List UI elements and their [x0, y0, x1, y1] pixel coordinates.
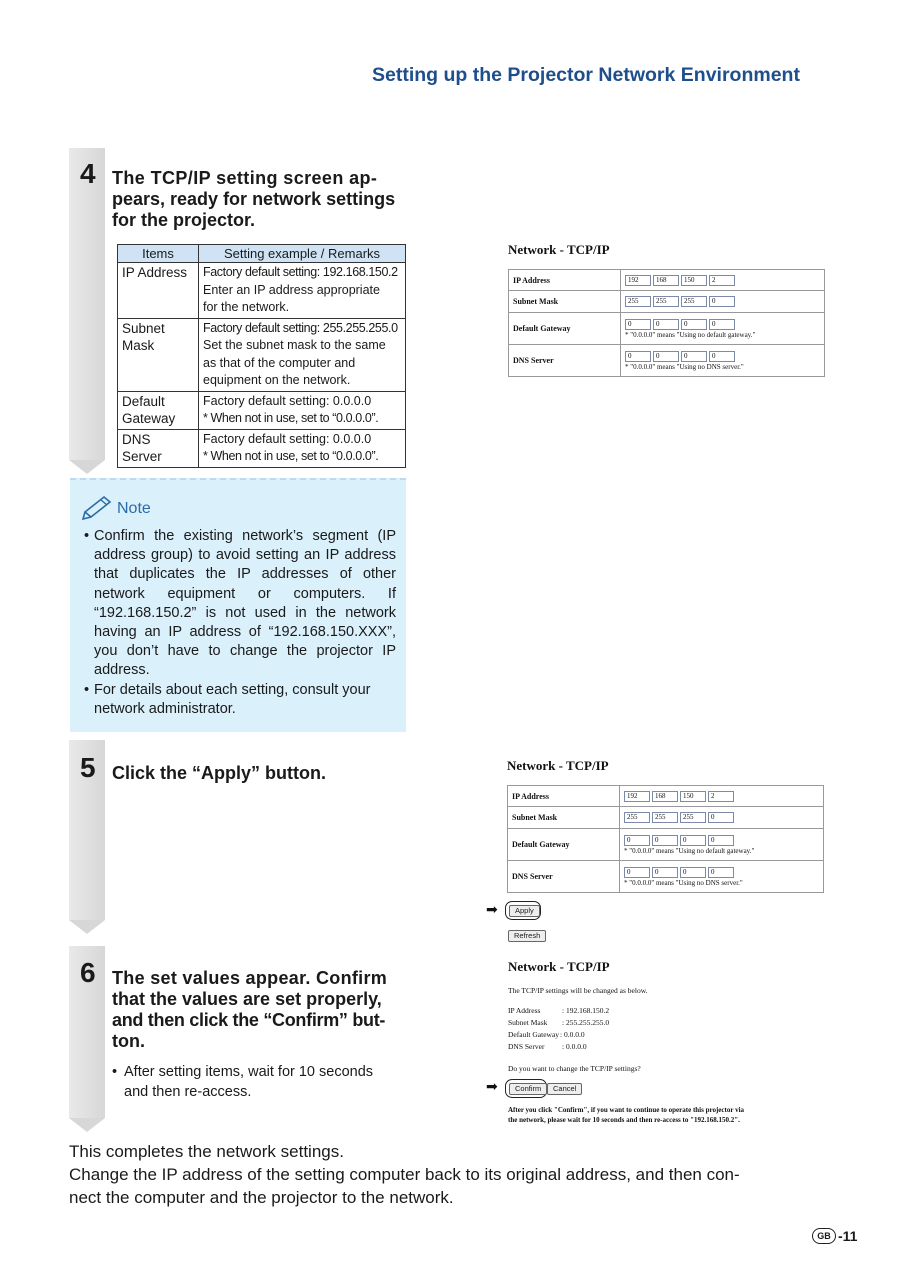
remark-cell	[199, 263, 406, 319]
gateway-octet-input[interactable]: 0	[708, 835, 734, 846]
remark-cell	[199, 429, 406, 467]
remark-line: Enter an IP address appropriate	[203, 282, 380, 297]
col-remarks-header: Setting example / Remarks	[199, 245, 406, 263]
heading-line: that the values are set properly,	[112, 989, 382, 1009]
subnet-mask-field	[621, 291, 825, 313]
remark-line: Factory default setting: 192.168.150.2	[203, 265, 398, 279]
heading-line: The TCP/IP setting screen ap-	[112, 168, 378, 188]
ip-octet-input[interactable]: 192	[625, 275, 651, 286]
gateway-octet-input[interactable]: 0	[625, 319, 651, 330]
confirm-label: IP Address	[508, 1006, 541, 1015]
bullet-line	[112, 1063, 404, 1083]
pointer-arrow-icon: ➡	[486, 1078, 498, 1094]
form-row	[508, 786, 824, 807]
remark-line: Set the subnet mask to the same	[203, 338, 386, 352]
item-cell	[118, 318, 199, 391]
dns-octet-input[interactable]: 0	[625, 351, 651, 362]
step-4-bar	[69, 148, 105, 460]
page-header-title: Setting up the Projector Network Environment	[372, 64, 800, 86]
item-cell	[118, 391, 199, 429]
subnet-octet-input[interactable]: 0	[709, 296, 735, 307]
subnet-octet-input[interactable]: 255	[624, 812, 650, 823]
bullet-dot: •	[112, 1064, 118, 1080]
confirm-label: Default Gateway	[508, 1030, 560, 1039]
note-bullet	[84, 527, 396, 681]
screenshot-tcpip-confirm	[508, 959, 808, 1073]
dns-octet-input[interactable]: 0	[652, 867, 678, 878]
form-row	[509, 270, 825, 291]
remark-line: Factory default setting: 255.255.255.0	[203, 320, 398, 335]
step-5-number: 5	[80, 752, 96, 783]
table-row	[118, 429, 406, 467]
note-bullet	[84, 681, 396, 719]
confirm-values	[508, 1006, 808, 1054]
table-row	[118, 391, 406, 429]
item-line: DNS	[122, 431, 151, 447]
ip-octet-input[interactable]: 192	[624, 791, 650, 802]
item-line: Subnet	[122, 320, 165, 336]
confirm-label: Subnet Mask	[508, 1018, 548, 1027]
gateway-field	[620, 829, 824, 861]
field-label: DNS Server	[509, 345, 621, 377]
pencil-icon	[82, 494, 118, 525]
item-line: IP Address	[122, 265, 188, 280]
dns-hint: * "0.0.0.0" means "Using no DNS server."	[624, 878, 743, 887]
col-items-header: Items	[118, 245, 199, 263]
subnet-mask-field	[620, 807, 824, 829]
closing-line: Change the IP address of the setting computer back to its original address, and then con-	[69, 1165, 740, 1184]
heading-line: and then click the “Confirm” but-	[112, 1010, 386, 1030]
tcpip-form-table	[508, 269, 825, 377]
step-5-heading: Click the “Apply” button.	[112, 763, 326, 783]
confirm-value: : 255.255.255.0	[562, 1018, 610, 1027]
ip-octet-input[interactable]: 2	[709, 275, 735, 286]
form-row	[509, 313, 825, 345]
field-label: IP Address	[509, 270, 621, 291]
subnet-octet-input[interactable]: 255	[652, 812, 678, 823]
field-label: Subnet Mask	[508, 807, 620, 829]
confirm-footer	[508, 1105, 808, 1125]
dns-octet-input[interactable]: 0	[709, 351, 735, 362]
gateway-octet-input[interactable]: 0	[652, 835, 678, 846]
form-row	[509, 291, 825, 313]
confirm-value: : 0.0.0.0	[560, 1030, 585, 1039]
field-label: IP Address	[508, 786, 620, 807]
form-row	[508, 861, 824, 893]
refresh-button[interactable]: Refresh	[508, 930, 546, 942]
subnet-octet-input[interactable]: 255	[680, 812, 706, 823]
gateway-field	[621, 313, 825, 345]
item-line: Server	[122, 449, 162, 464]
table-header-row	[118, 245, 406, 263]
heading-line: The set values appear. Confirm	[112, 968, 388, 988]
footer-line: the network, please wait for 10 seconds and then re-access to "192.168.150.2".	[508, 1116, 740, 1124]
cancel-button[interactable]: Cancel	[547, 1083, 582, 1095]
closing-text	[69, 1140, 869, 1209]
remark-line: Factory default setting: 0.0.0.0	[203, 431, 372, 446]
item-line: Mask	[122, 338, 155, 353]
field-label: Subnet Mask	[509, 291, 621, 313]
subnet-octet-input[interactable]: 255	[681, 296, 707, 307]
remark-line: * When not in use, set to “0.0.0.0”.	[203, 449, 379, 463]
gateway-hint: * "0.0.0.0" means "Using no default gateway."	[625, 330, 756, 339]
step-6-bullet	[112, 1063, 404, 1102]
confirm-label: DNS Server	[508, 1042, 545, 1051]
gateway-octet-input[interactable]: 0	[680, 835, 706, 846]
step-6-number: 6	[80, 957, 96, 988]
subnet-octet-input[interactable]: 0	[708, 812, 734, 823]
field-label: DNS Server	[508, 861, 620, 893]
dns-octet-input[interactable]: 0	[708, 867, 734, 878]
settings-table	[117, 244, 406, 468]
note-text	[84, 527, 396, 719]
dns-octet-input[interactable]: 0	[653, 351, 679, 362]
heading-line: for the projector.	[112, 210, 256, 230]
gateway-hint: * "0.0.0.0" means "Using no default gateway."	[624, 846, 755, 855]
ip-octet-input[interactable]: 150	[681, 275, 707, 286]
step-6-heading	[112, 968, 404, 1052]
step-4-heading	[112, 168, 404, 231]
confirm-button[interactable]: Confirm	[509, 1083, 547, 1095]
ip-octet-input[interactable]: 150	[680, 791, 706, 802]
bullet-text: and then re-access.	[124, 1083, 252, 1100]
page-number: -11	[838, 1228, 858, 1244]
confirm-row	[508, 1030, 808, 1042]
ip-address-field	[620, 786, 824, 807]
ip-octet-input[interactable]: 168	[652, 791, 678, 802]
gateway-octet-input[interactable]: 0	[624, 835, 650, 846]
screenshot-title: Network - TCP/IP	[508, 242, 610, 257]
region-badge: GB	[812, 1228, 836, 1244]
note-bullet-text: Confirm the existing network’s segment (IP address group) to avoid setting an IP address that duplicates the IP addresses of other network equipment or computers. If “192.168.150.2” is not used in the network having an IP address of “192.168.150.XXX”, you don’t have to change the projector IP address.	[94, 528, 396, 679]
bullet-dot: •	[84, 528, 90, 544]
confirm-row	[508, 1018, 808, 1030]
confirm-intro: The TCP/IP settings will be changed as below.	[508, 986, 648, 995]
bullet-text: After setting items, wait for 10 seconds	[124, 1064, 374, 1080]
confirm-value: : 192.168.150.2	[562, 1006, 610, 1015]
gateway-octet-input[interactable]: 0	[681, 319, 707, 330]
remark-line: for the network.	[203, 300, 290, 314]
item-cell	[118, 429, 199, 467]
table-row	[118, 318, 406, 391]
form-row	[508, 829, 824, 861]
screenshot-title: Network - TCP/IP	[508, 959, 610, 974]
dns-octet-input[interactable]: 0	[681, 351, 707, 362]
tcpip-form-table	[507, 785, 824, 893]
dns-field	[620, 861, 824, 893]
item-cell	[118, 263, 199, 319]
confirm-row	[508, 1006, 808, 1018]
item-line: Gateway	[122, 411, 176, 426]
dns-field	[621, 345, 825, 377]
note-bullet-text: For details about each setting, consult your network administrator.	[94, 681, 371, 717]
subnet-octet-input[interactable]: 255	[653, 296, 679, 307]
ip-octet-input[interactable]: 168	[653, 275, 679, 286]
form-row	[508, 807, 824, 829]
subnet-octet-input[interactable]: 255	[625, 296, 651, 307]
field-label: Default Gateway	[508, 829, 620, 861]
closing-line: nect the computer and the projector to the network.	[69, 1188, 454, 1207]
remark-line: Factory default setting: 0.0.0.0	[203, 393, 372, 408]
bullet-dot: •	[84, 681, 90, 698]
confirm-value: : 0.0.0.0	[562, 1042, 587, 1051]
confirm-row	[508, 1042, 808, 1054]
remark-line: equipment on the network.	[203, 373, 351, 387]
form-row	[509, 345, 825, 377]
screenshot-title: Network - TCP/IP	[507, 758, 609, 773]
gateway-octet-input[interactable]: 0	[709, 319, 735, 330]
ip-address-field	[621, 270, 825, 291]
gateway-octet-input[interactable]: 0	[653, 319, 679, 330]
step-4-number: 4	[80, 158, 96, 189]
page-number-badge	[812, 1228, 857, 1244]
note-title: Note	[117, 500, 151, 517]
remark-cell	[199, 318, 406, 391]
closing-line: This completes the network settings.	[69, 1142, 344, 1161]
field-label: Default Gateway	[509, 313, 621, 345]
footer-line: After you click "Confirm", if you want to continue to operate this projector via	[508, 1106, 745, 1114]
item-line: Default	[122, 393, 165, 409]
remark-cell	[199, 391, 406, 429]
confirm-question: Do you want to change the TCP/IP settings?	[508, 1064, 641, 1073]
screenshot-tcpip-apply	[507, 758, 824, 893]
pointer-arrow-icon: ➡	[486, 901, 498, 917]
ip-octet-input[interactable]: 2	[708, 791, 734, 802]
dns-octet-input[interactable]: 0	[680, 867, 706, 878]
remark-line: as that of the computer and	[203, 355, 356, 370]
heading-line: ton.	[112, 1031, 145, 1051]
apply-button[interactable]: Apply	[509, 905, 540, 917]
dns-hint: * "0.0.0.0" means "Using no DNS server."	[625, 362, 744, 371]
remark-line: * When not in use, set to “0.0.0.0”.	[203, 411, 379, 425]
table-row	[118, 263, 406, 319]
heading-line: pears, ready for network settings	[112, 189, 396, 209]
screenshot-tcpip-settings	[508, 242, 825, 377]
dns-octet-input[interactable]: 0	[624, 867, 650, 878]
